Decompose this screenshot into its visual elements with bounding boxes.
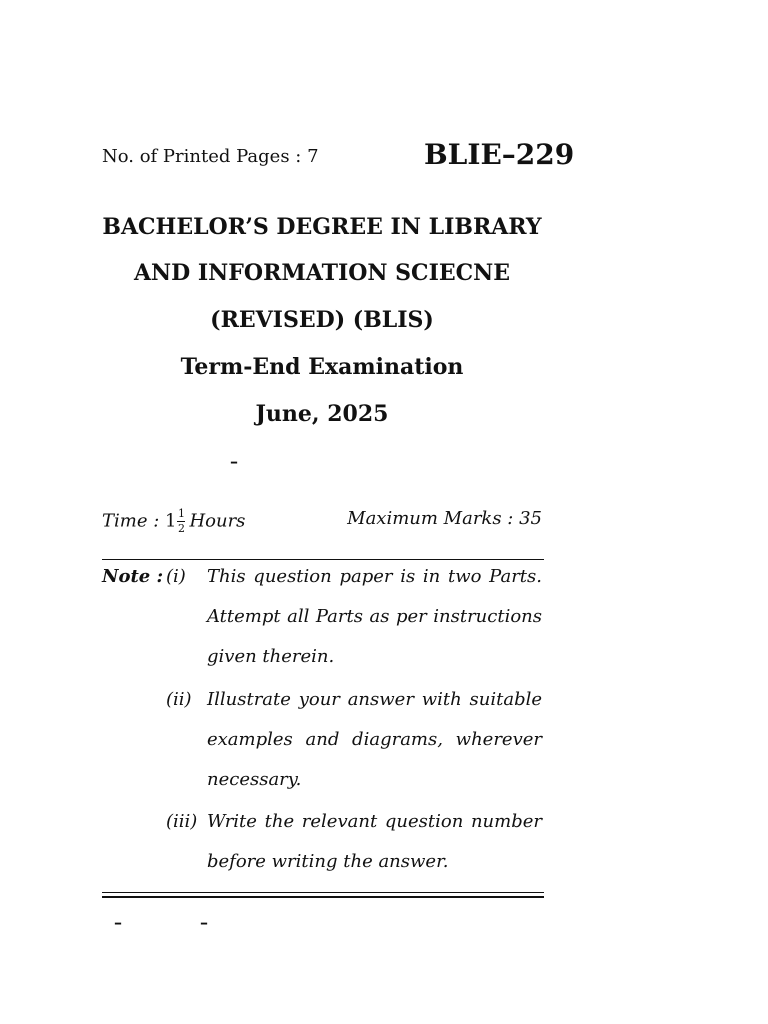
printed-pages-count: No. of Printed Pages : 7: [102, 146, 319, 167]
note-item-1-number: (i): [166, 566, 186, 587]
note-item-3-number: (iii): [166, 811, 198, 832]
time-fraction-denominator: 2: [177, 522, 185, 535]
note-label: Note :: [102, 566, 164, 587]
degree-title-line-3: (REVISED) (BLIS): [210, 307, 434, 333]
exam-date: June, 2025: [255, 401, 389, 427]
time-fraction: [177, 508, 185, 535]
note-item-1-line-1: This question paper is in two Parts.: [207, 566, 542, 587]
dash-mark: –: [230, 452, 238, 471]
note-item-2-number: (ii): [166, 689, 192, 710]
time-fraction-numerator: 1: [177, 507, 185, 520]
note-item-2-line-1: Illustrate your answer with suitable: [207, 689, 542, 710]
maximum-marks: Maximum Marks : 35: [347, 508, 542, 529]
paper-code: BLIE–229: [424, 138, 575, 171]
degree-title-line-2: AND INFORMATION SCIECNE: [133, 260, 511, 286]
exam-name: Term-End Examination: [180, 354, 464, 380]
divider-bottom-upper: [102, 892, 544, 893]
time-unit: Hours: [189, 510, 246, 532]
dash-mark-left: –: [114, 913, 122, 932]
note-item-2-line-2: examples and diagrams, wherever: [207, 729, 542, 750]
note-item-1-line-2: Attempt all Parts as per instructions: [207, 606, 542, 627]
exam-duration: [102, 508, 245, 535]
note-item-3-line-1: Write the relevant question number: [207, 811, 542, 832]
note-item-2-line-3: necessary.: [207, 769, 302, 790]
time-label: Time :: [102, 510, 165, 532]
note-item-1-line-3: given therein.: [207, 646, 335, 667]
time-whole: 1: [165, 510, 177, 532]
degree-title-line-1: BACHELOR’S DEGREE IN LIBRARY: [102, 214, 542, 240]
note-item-3-line-2: before writing the answer.: [207, 851, 449, 872]
divider-bottom-lower: [102, 896, 544, 898]
dash-mark-right: –: [200, 913, 208, 932]
